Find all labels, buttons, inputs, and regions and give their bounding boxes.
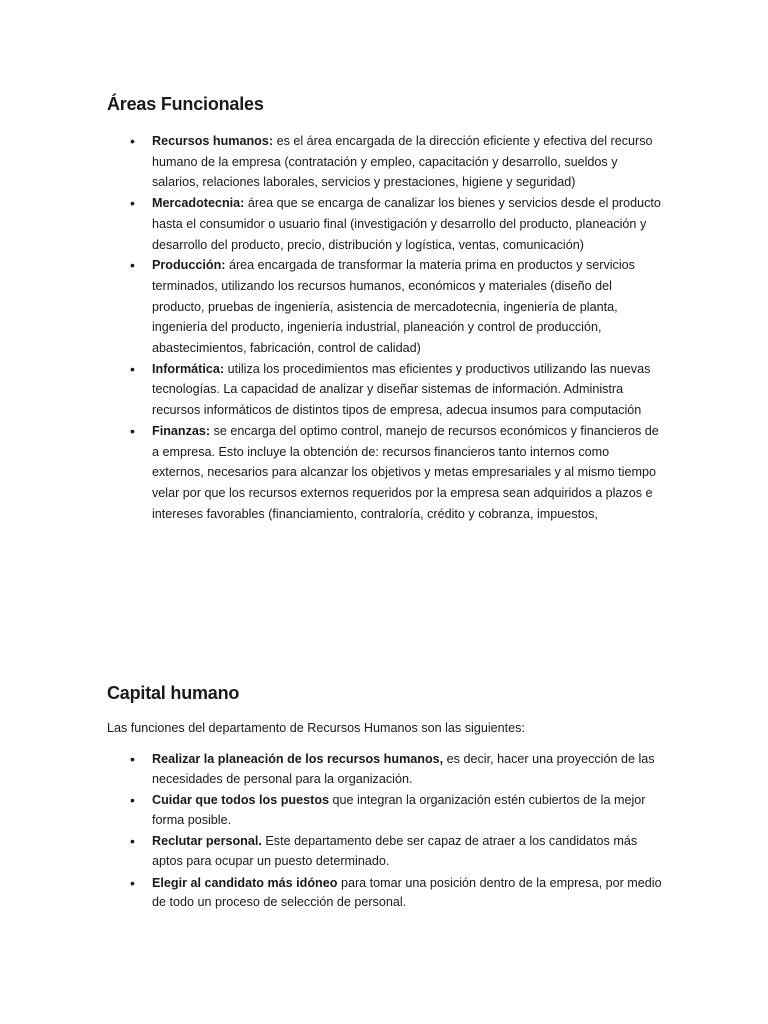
list-item-text: Este departamento debe ser capaz de atraer a los candidatos más aptos para ocupar un puesto determinado. — [152, 834, 638, 868]
list-item-text: es el área encargada de la dirección eficiente y efectiva del recurso humano de la empresa (contratación y empleo, capacitación y desarrollo, sueldos y salarios, relaciones laborales, servicios y prestaciones, higiene y seguridad) — [152, 134, 653, 190]
list-item-puestos — [152, 791, 662, 830]
list-item-term: Elegir al candidato más idóneo — [152, 875, 338, 890]
section-heading-areas-funcionales: Áreas Funcionales — [107, 94, 264, 114]
list-item-text: área encargada de transformar la materia prima en productos y servicios terminados, utilizando los recursos humanos, económicos y materiales (diseño del producto, pruebas de ingeniería, asistencia de mercadotecnia, ingeniería de planta, ingeniería del producto, ingeniería industrial, planeación y control de producción, abastecimientos, fabricación, control de calidad) — [152, 258, 635, 356]
section-intro: Las funciones del departamento de Recursos Humanos son las siguientes: — [107, 721, 525, 735]
list-item-term: Reclutar personal. — [152, 834, 262, 849]
list-item-term: Realizar la planeación de los recursos humanos, — [152, 752, 444, 766]
functional-areas-list — [152, 131, 662, 524]
list-item-term: Finanzas: — [152, 423, 211, 438]
list-item-finanzas — [152, 421, 662, 525]
list-item-elegir — [152, 874, 662, 913]
list-item-text: para tomar una posición dentro de la empresa, por medio de todo un proceso de selección de personal. — [152, 875, 662, 910]
list-item-term: Cuidar que todos los puestos — [152, 793, 330, 808]
list-item-reclutar — [152, 832, 662, 871]
list-item-term: Mercadotecnia: — [152, 196, 245, 211]
list-item-informatica — [152, 359, 662, 421]
list-item-term: Informática: — [152, 361, 225, 376]
list-item-text: utiliza los procedimientos mas eficientes y productivos utilizando las nuevas tecnologías. La capacidad de analizar y diseñar sistemas de información. Administra recursos informáticos de distintos tipos de empresa, adecua insumos para computación — [152, 361, 651, 418]
section-heading-capital-humano: Capital humano — [107, 683, 240, 703]
list-item-term: Recursos humanos: — [152, 134, 274, 148]
list-item-term: Producción: — [152, 258, 226, 273]
list-item-text: se encarga del optimo control, manejo de recursos económicos y financieros de a empresa. Esto incluye la obtención de: recursos financieros tanto internos como externos, necesarios para alcanzar los objetivos y metas empresariales y al mismo tiempo velar por que los recursos externos requeridos por la empresa sean adquiridos a plazos e intereses favorables (financiamiento, contraloría, crédito y cobranza, impuestos, — [152, 423, 659, 521]
list-item-text: que integran la organización estén cubiertos de la mejor forma posible. — [152, 793, 646, 827]
list-item-text: área que se encarga de canalizar los bienes y servicios desde el producto hasta el consumidor o usuario final (investigación y desarrollo del producto, planeación y desarrollo del producto, precio, distribución y logística, ventas, comunicación) — [152, 196, 661, 252]
list-item-recursos-humanos — [152, 131, 662, 193]
hr-functions-list — [152, 750, 662, 915]
list-item-produccion — [152, 255, 662, 359]
list-item-planeacion — [152, 750, 662, 789]
list-item-text: es decir, hacer una proyección de las necesidades de personal para la organización. — [152, 752, 655, 786]
list-item-mercadotecnia — [152, 193, 662, 255]
